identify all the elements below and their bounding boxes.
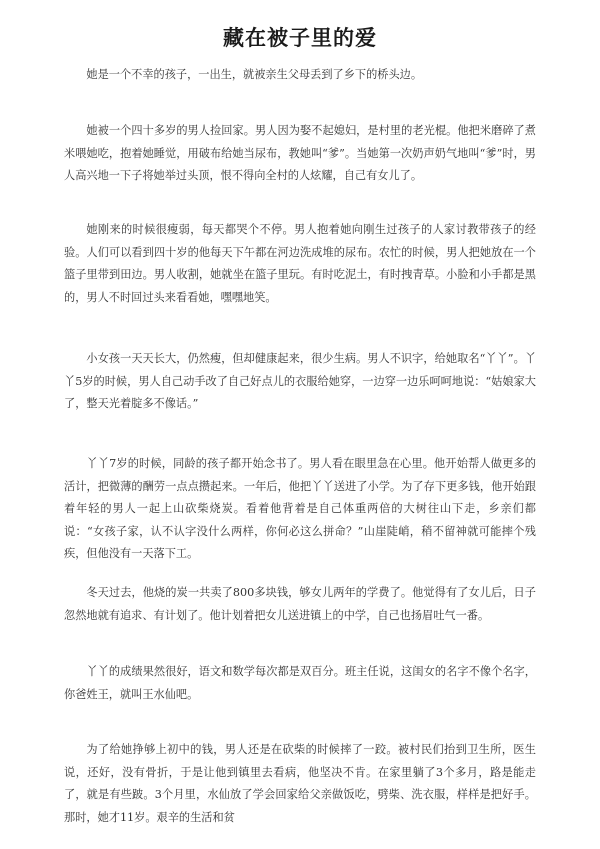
paragraph-7: 丫丫的成绩果然很好，语文和数学每次都是双百分。班主任说，这闺女的名字不像个名字，你爸姓王，就叫王水仙吧。 (64, 665, 536, 701)
paragraph-5: 丫丫7岁的时候，同龄的孩子都开始念书了。男人看在眼里急在心里。他开始帮人做更多的活计，把微薄的酬劳一点点攒起来。一年后，他把丫丫送进了小学。为了存下更多钱，他开始跟着年轻的男人一起上山砍柴烧炭。看着他背着是自己体重两倍的大树往山下走，乡亲们都说：“女孩子家，认不认字没什么两样，你何必这么拼命？”山崖陡峭，稍不留神就可能摔个残疾，但他没有一天落下工。 (64, 457, 536, 560)
page-title: 藏在被子里的爱 (223, 26, 377, 50)
paragraph-3: 她刚来的时候很瘦弱，每天都哭个不停。男人抱着她向刚生过孩子的人家讨教带孩子的经验。人们可以看到四十岁的他每天下午都在河边洗成堆的尿布。农忙的时候，男人把她放在一个篮子里带到田边。男人收割，她就坐在篮子里玩。有时吃泥土，有时拽青草。小脸和小手都是黑的，男人不时回过头来看看她，嘿嘿地笑。 (64, 223, 536, 304)
paragraph-6: 冬天过去，他烧的炭一共卖了800多块钱，够女儿两年的学费了。他觉得有了女儿后，日子忽然地就有追求、有计划了。他计划着把女儿送进镇上的中学，自己也扬眉吐气一番。 (64, 586, 536, 622)
paragraph-8: 为了给她挣够上初中的钱，男人还是在砍柴的时候摔了一跤。被村民们抬到卫生所，医生说，还好，没有骨折，于是让他到镇里去看病，他坚决不肯。在家里躺了3个多月，路是能走了，就是有些跛。3个月里，水仙放了学会回家给父亲做饭吃，劈柴、洗衣服，样样是把好手。那时，她才11岁。艰辛的生活和贫 (64, 743, 536, 824)
paragraph-1: 她是一个不幸的孩子，一出生，就被亲生父母丢到了乡下的桥头边。 (86, 68, 423, 81)
paragraph-2: 她被一个四十多岁的男人捡回家。男人因为娶不起媳妇，是村里的老光棍。他把米磨碎了煮米喂她吃，抱着她睡觉，用破布给她当尿布，教她叫“爹”。当她第一次奶声奶气地叫“爹”时，男人高兴地一下子将她举过头顶，恨不得向全村的人炫耀，自己有女儿了。 (64, 124, 536, 182)
paragraph-4: 小女孩一天天长大，仍然瘦，但却健康起来，很少生病。男人不识字，给她取名“丫丫”。丫丫5岁的时候，男人自己动手改了自己好点儿的衣服给她穿，一边穿一边乐呵呵地说：“姑娘家大了，整天光着腚多不像话。” (64, 352, 536, 410)
